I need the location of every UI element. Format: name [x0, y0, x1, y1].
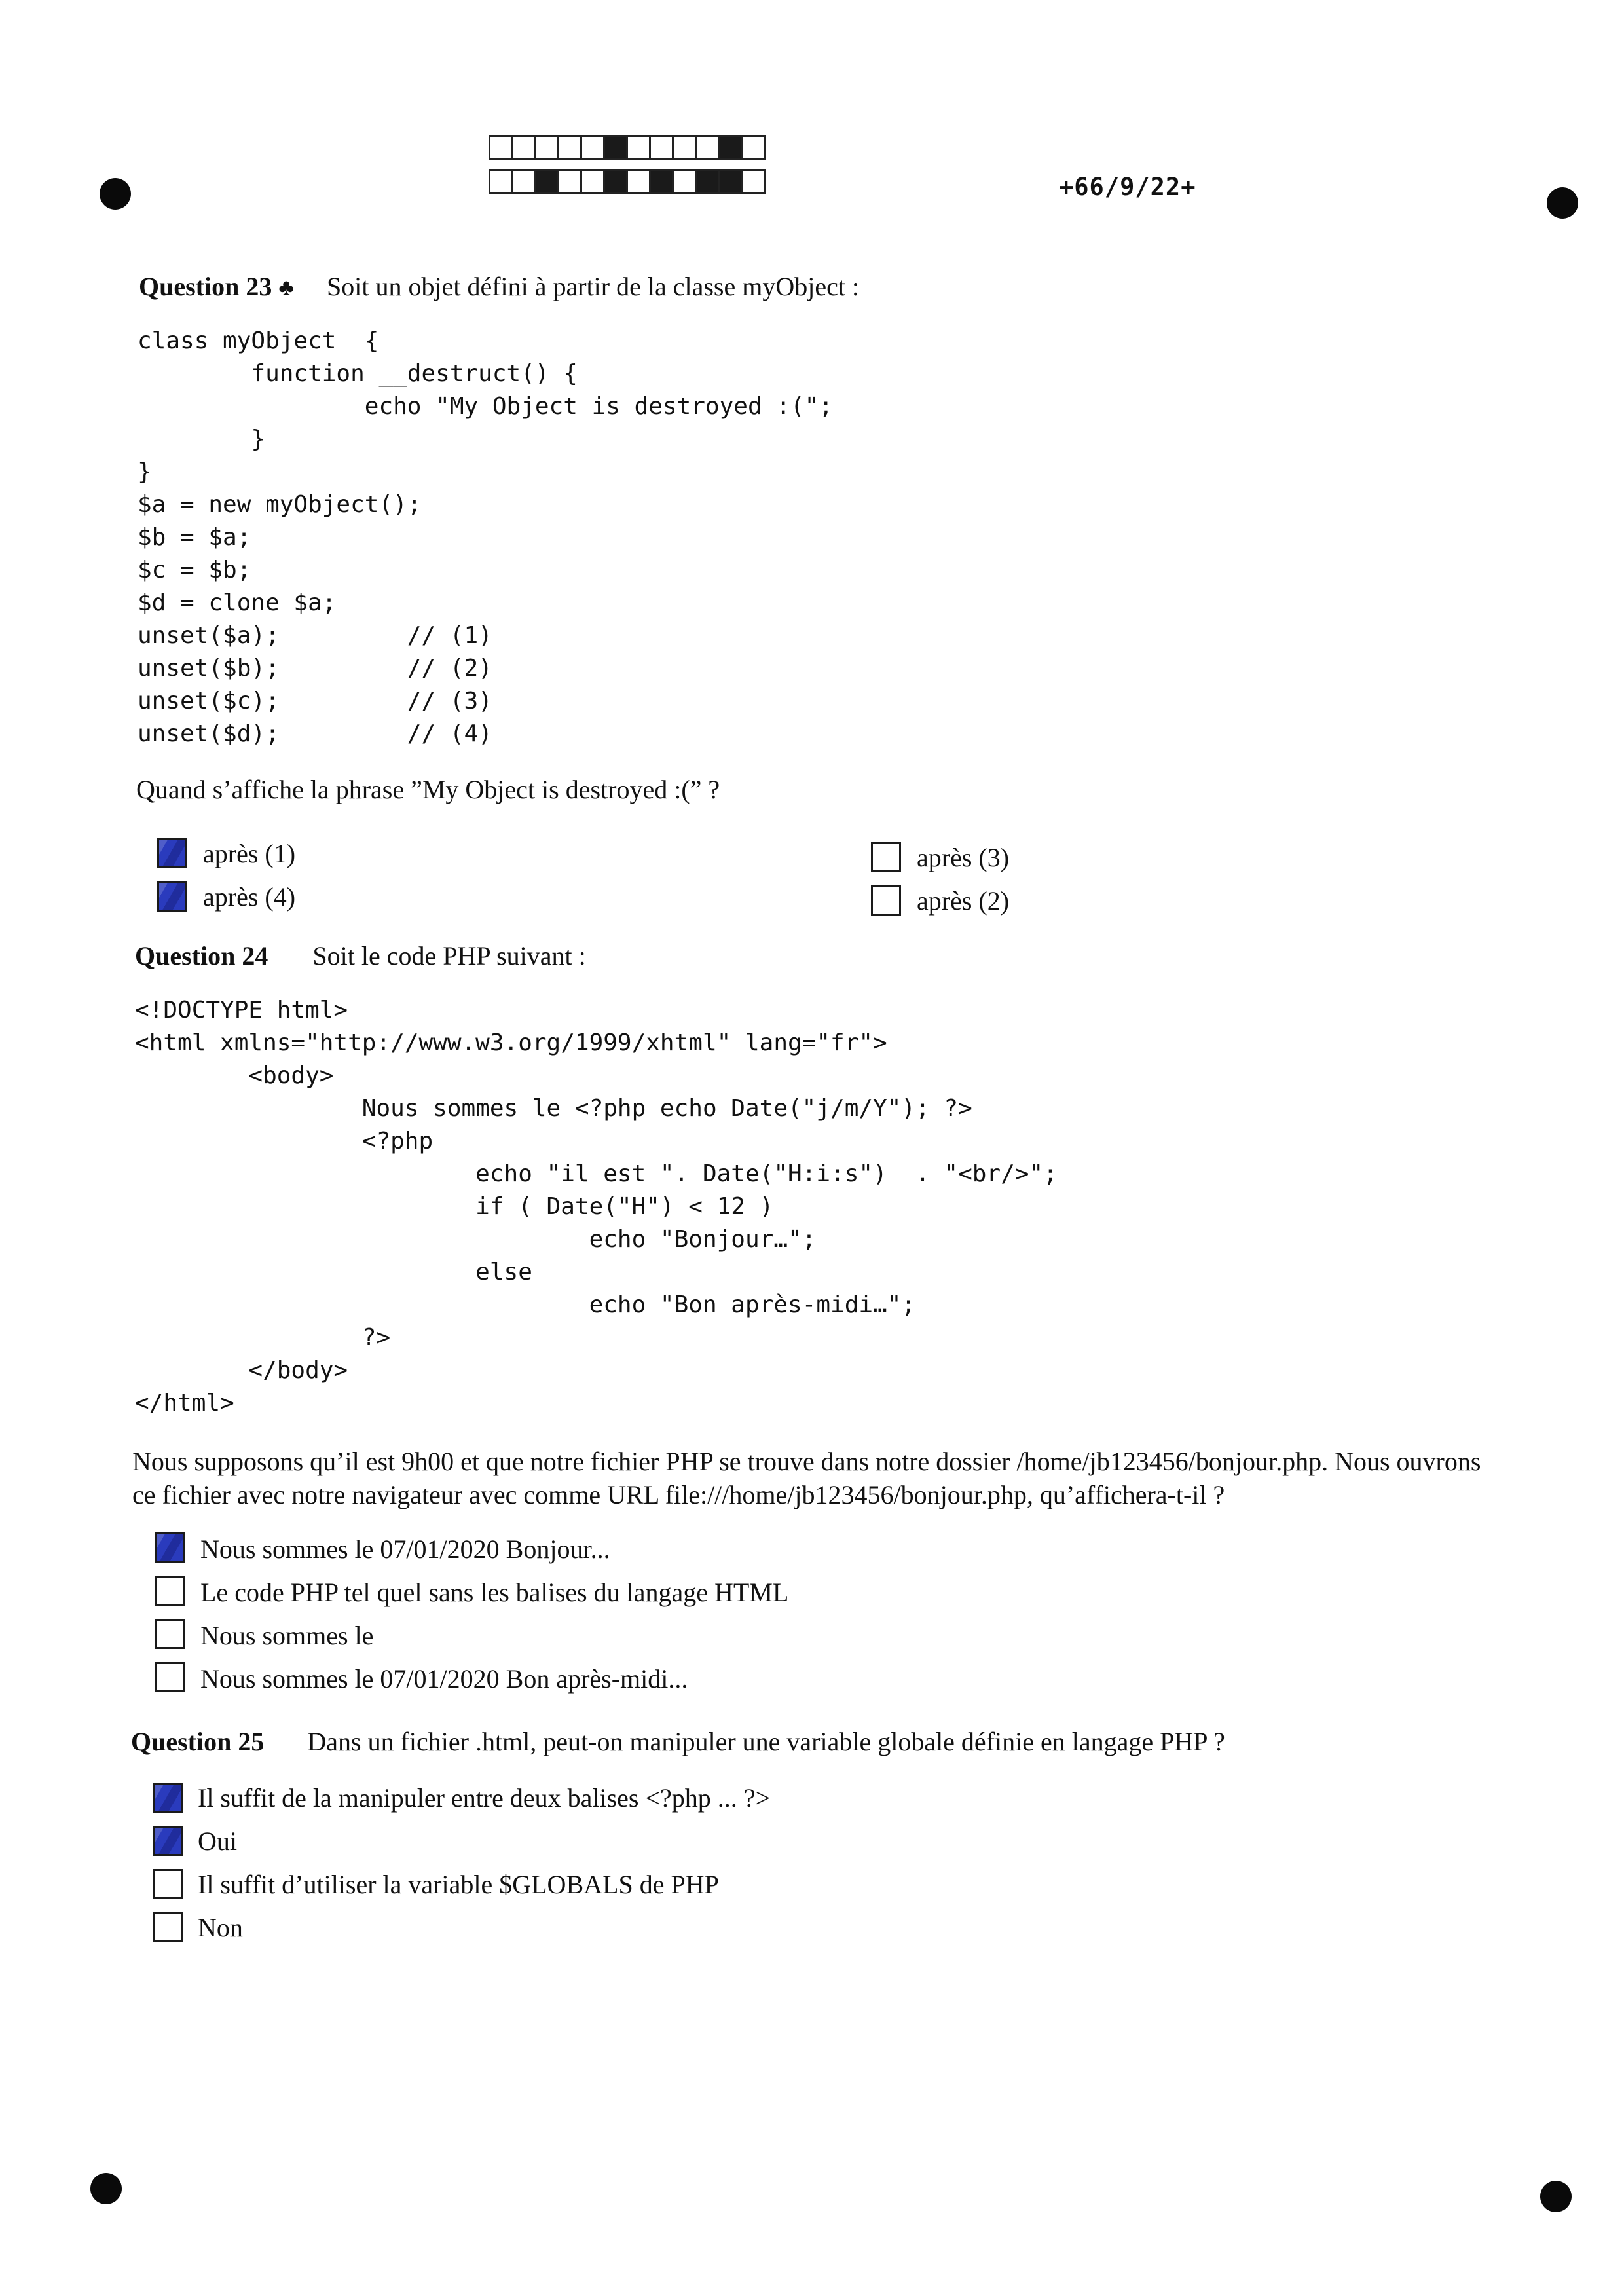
q24-option-1-label: Nous sommes le 07/01/2020 Bonjour... [200, 1534, 610, 1564]
q23-option-4-label: après (2) [917, 886, 1010, 916]
club-icon: ♣ [278, 274, 294, 301]
barcode-row-top [489, 135, 764, 160]
barcode-cell [534, 135, 559, 160]
barcode-cell [603, 135, 628, 160]
prompt-line: Nous supposons qu’il est 9h00 et que notre fichier PHP se trouve dans notre dossier /home/jb123456/bonjour.php. Nous ouvrons [132, 1447, 1481, 1476]
q23-option-3-label: après (3) [917, 843, 1010, 872]
q25-option-4-label: Non [198, 1913, 243, 1942]
barcode-cell [580, 169, 605, 194]
question-23-header [139, 271, 859, 302]
question-23-code: class myObject { function __destruct() { echo "My Object is destroyed :("; } } $a = new myObject(); $b = $a; $c = $b; $d = clone $a; unset($a); // (1) unset($b); // (2) unset($c); // (3) unset($d); // (4) [138, 327, 834, 747]
q23-option-1-label: après (1) [203, 839, 296, 868]
q25-option-1-checkbox[interactable] [153, 1783, 183, 1813]
q25-option-2-checkbox[interactable] [153, 1826, 183, 1856]
barcode-cell [649, 169, 674, 194]
barcode-cell [695, 135, 720, 160]
prompt-line: ce fichier avec notre navigateur avec comme URL file:///home/jb123456/bonjour.php, qu’affichera-t-il ? [132, 1480, 1225, 1509]
q25-option-2-label: Oui [198, 1826, 237, 1856]
q24-option-2-checkbox[interactable] [155, 1576, 185, 1606]
q24-option-4-label: Nous sommes le 07/01/2020 Bon après-midi... [200, 1664, 688, 1694]
question-23-prompt: Quand s’affiche la phrase ”My Object is destroyed :(” ? [136, 775, 720, 804]
barcode-cell [695, 169, 720, 194]
q23-option-4-checkbox[interactable] [871, 885, 901, 916]
q23-option-2-checkbox[interactable] [157, 881, 187, 912]
q25-option-3-checkbox[interactable] [153, 1869, 183, 1899]
q24-option-2-label: Le code PHP tel quel sans les balises du langage HTML [200, 1578, 789, 1607]
barcode-cell [672, 135, 697, 160]
question-label: Question 25 [131, 1727, 265, 1756]
corner-mark-bottom-left [90, 2173, 122, 2204]
q23-option-2-label: après (4) [203, 882, 296, 912]
barcode-cell [626, 169, 651, 194]
barcode-cell [603, 169, 628, 194]
barcode-cell [718, 169, 743, 194]
barcode-cell [489, 135, 513, 160]
sheet-id-code: +66/9/22+ [1059, 173, 1196, 201]
question-25-header [131, 1726, 1225, 1757]
question-24-prompt [132, 1445, 1573, 1511]
barcode-cell [741, 135, 766, 160]
barcode-cell [534, 169, 559, 194]
q24-option-3-label: Nous sommes le [200, 1621, 374, 1650]
question-label: Question 23 [139, 272, 272, 301]
barcode-row-bottom [489, 169, 764, 194]
question-label: Question 24 [135, 941, 268, 971]
barcode-cell [672, 169, 697, 194]
question-24-code: <!DOCTYPE html> <html xmlns="http://www.w3.org/1999/xhtml" lang="fr"> <body> Nous sommes le <?php echo Date("j/m/Y"); ?> <?php echo "il est ". Date("H:i:s") . "<br/>"; if ( Date("H") < 12 ) echo "Bonjour…"; else echo "Bon après-midi…"; ?> </body> </html> [135, 997, 1058, 1416]
question-text: Dans un fichier .html, peut-on manipuler une variable globale définie en langage PHP ? [307, 1727, 1225, 1756]
barcode-cell [741, 169, 766, 194]
barcode-cell [511, 169, 536, 194]
barcode-cell [511, 135, 536, 160]
question-text: Soit le code PHP suivant : [312, 941, 586, 971]
barcode-cell [580, 135, 605, 160]
q23-option-3-checkbox[interactable] [871, 842, 901, 872]
question-text: Soit un objet défini à partir de la classe myObject : [326, 272, 860, 301]
corner-mark-top-left [100, 178, 131, 210]
q25-option-1-label: Il suffit de la manipuler entre deux balises <?php ... ?> [198, 1783, 771, 1813]
q24-option-1-checkbox[interactable] [155, 1532, 185, 1563]
barcode-cell [489, 169, 513, 194]
q24-option-4-checkbox[interactable] [155, 1662, 185, 1692]
q25-option-3-label: Il suffit d’utiliser la variable $GLOBALS de PHP [198, 1870, 719, 1899]
barcode-cell [718, 135, 743, 160]
barcode-cell [626, 135, 651, 160]
barcode-cell [557, 169, 582, 194]
barcode-cell [557, 135, 582, 160]
corner-mark-top-right [1547, 187, 1578, 219]
barcode-cell [649, 135, 674, 160]
corner-mark-bottom-right [1540, 2181, 1572, 2212]
q23-option-1-checkbox[interactable] [157, 838, 187, 868]
q24-option-3-checkbox[interactable] [155, 1619, 185, 1649]
q25-option-4-checkbox[interactable] [153, 1912, 183, 1942]
question-24-header [135, 940, 586, 971]
